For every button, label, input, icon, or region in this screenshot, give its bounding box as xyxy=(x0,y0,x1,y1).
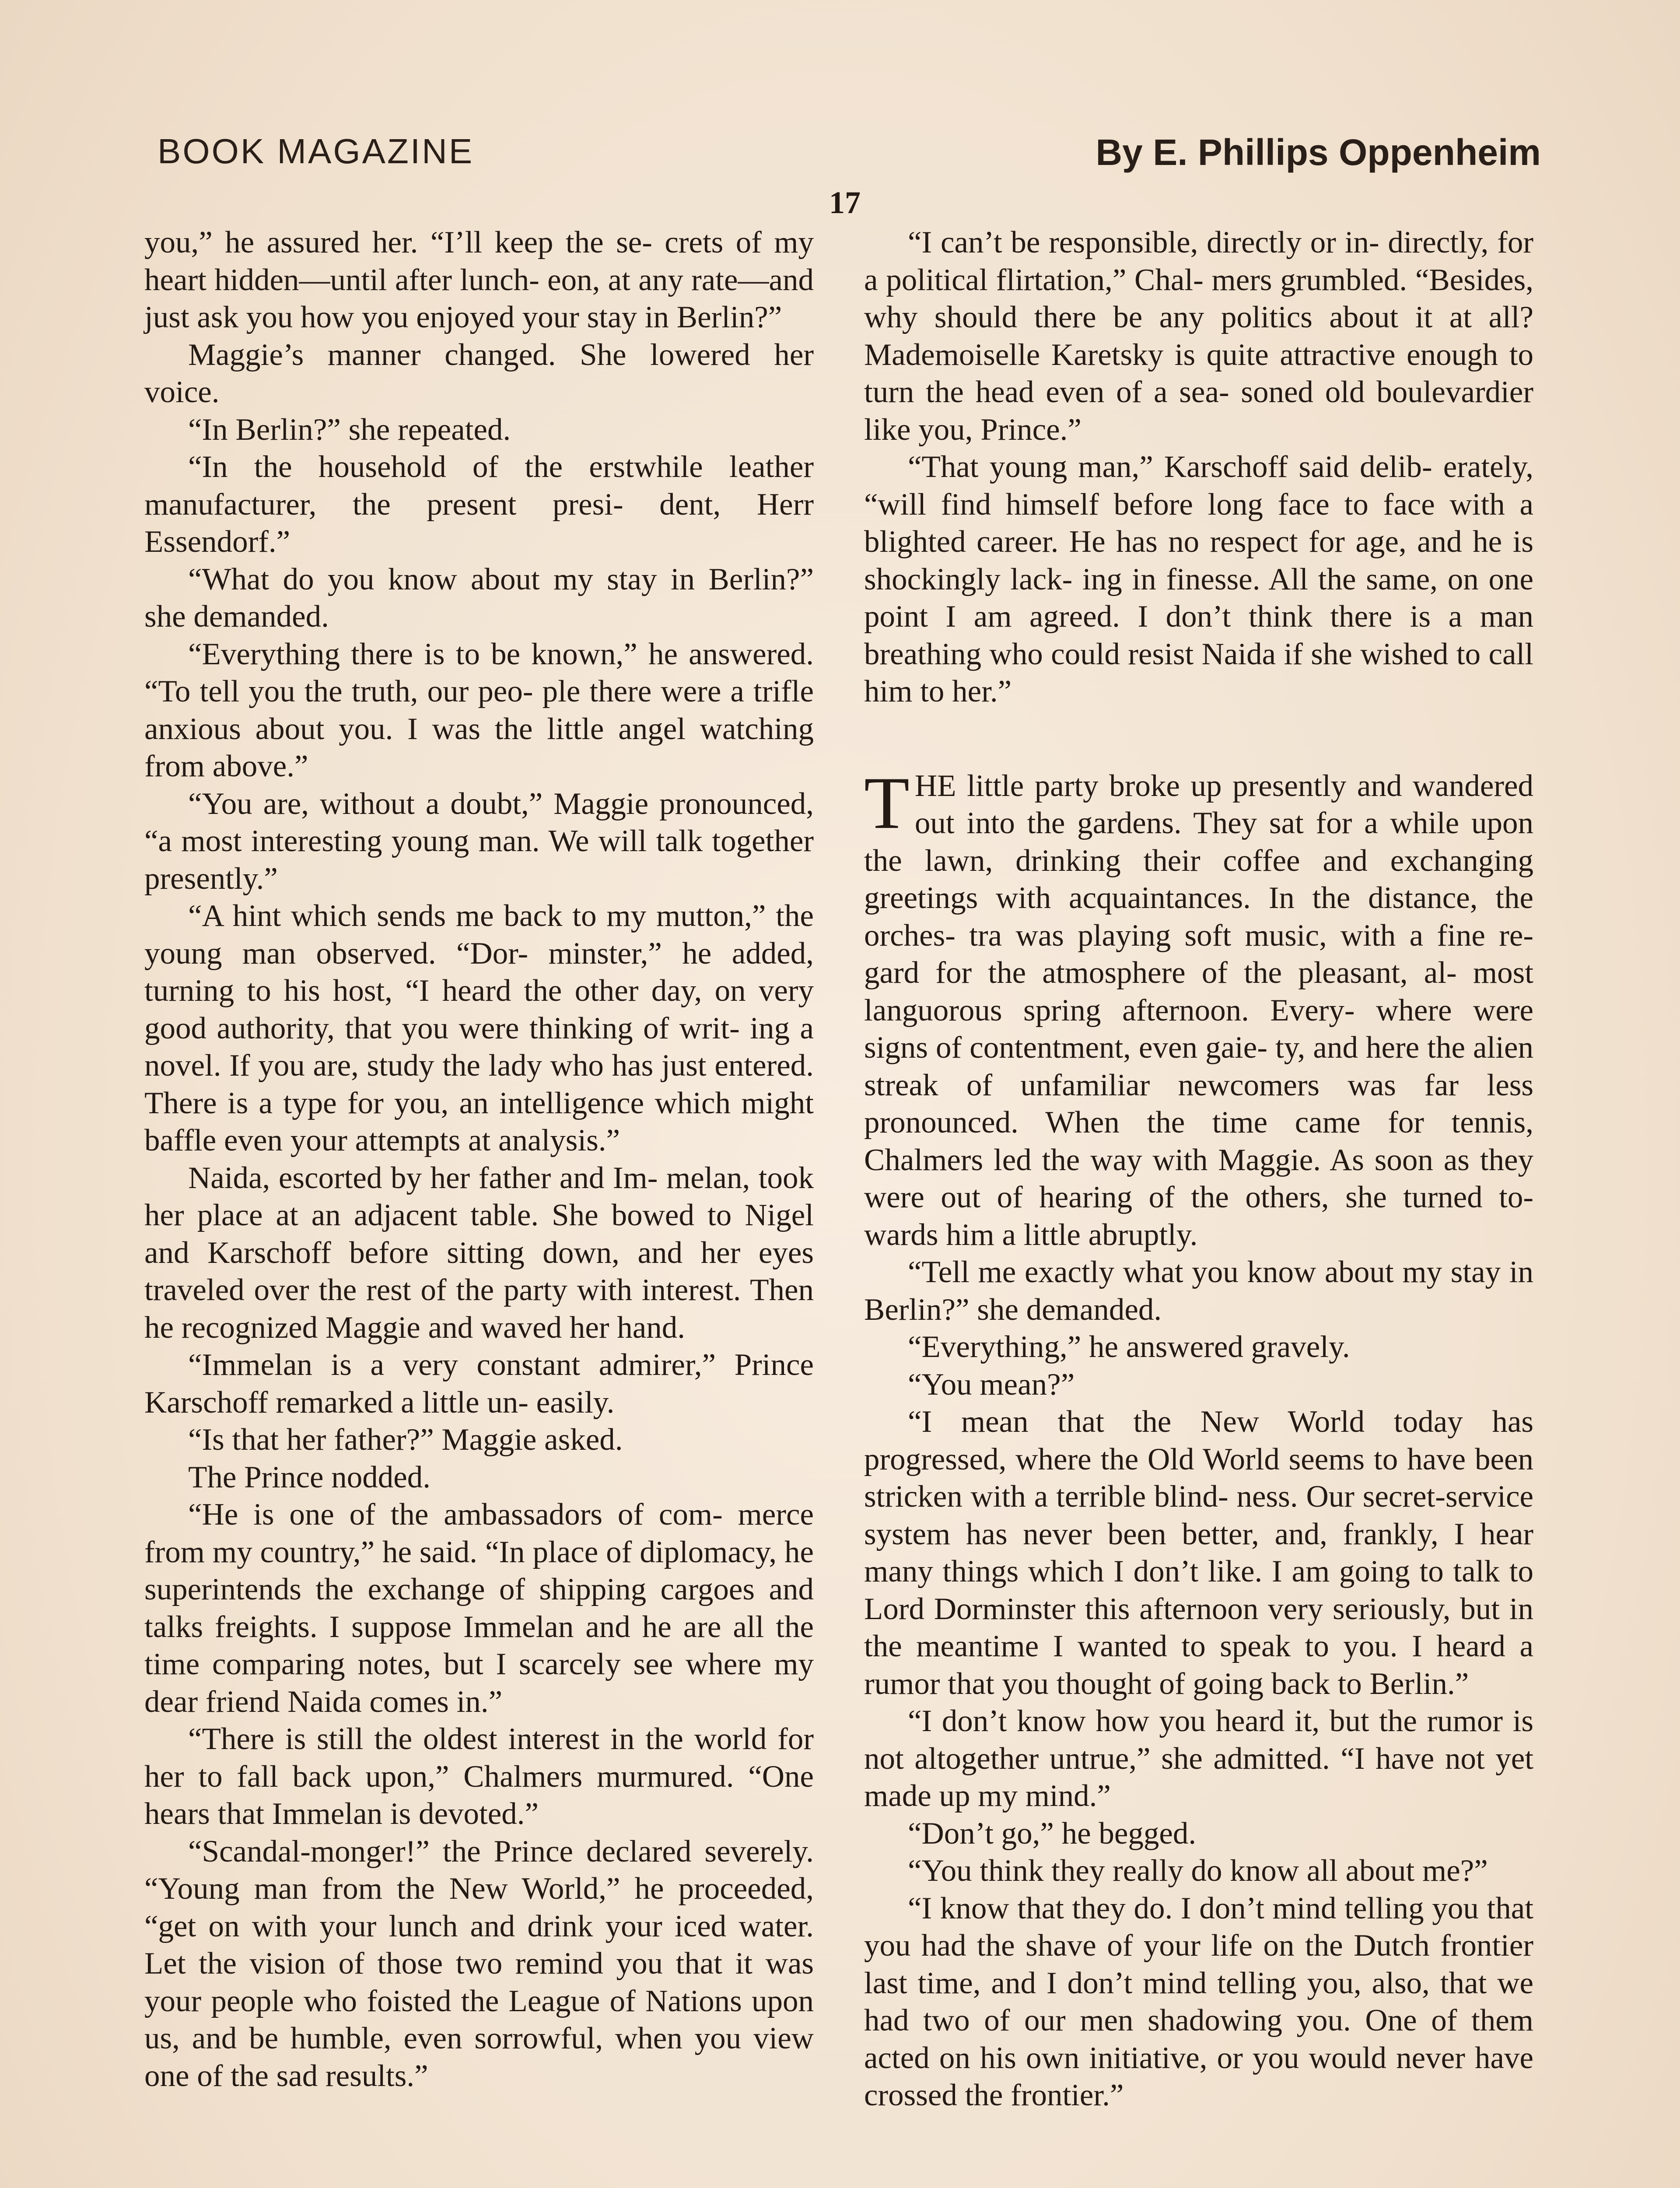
paragraph: “You mean?” xyxy=(908,1367,1075,1402)
paragraph: Maggie’s manner changed. She lowered her voice. xyxy=(144,337,814,409)
paragraph: “That young man,” Karschoff said delib- erately, “will find himself before long face to face with a blighted career. He has no respect for age, and he is shockingly lack- ing in finesse. All the same, on one point I am agreed. I don’t think there is a man breathing who could resist Naida if she wished to call him to her.” xyxy=(864,450,1533,708)
section-opening-paragraph xyxy=(864,761,1533,1254)
paragraph: “A hint which sends me back to my mutton,” the young man observed. “Dor- minster,” he added, turning to his host, “I heard the other day, on very good authority, that you were thinking of writ- ing a novel. If you are, study the lady who has just entered. There is a type for you, an intelligence which might baffle even your attempts at analysis.” xyxy=(144,899,814,1157)
left-column xyxy=(144,224,814,2095)
author-byline: By E. Phillips Oppenheim xyxy=(1096,132,1541,173)
paragraph: Naida, escorted by her father and Im- melan, took her place at an adjacent table. She bowed to Nigel and Karschoff before sitting down, and her eyes traveled over the rest of the party with interest. Then he recognized Maggie and waved her hand. xyxy=(144,1161,814,1345)
paragraph: “I can’t be responsible, directly or in- directly, for a political flirtation,” Chal- mers grumbled. “Besides, why should there be any politics about it at all? Mademoiselle Karetsky is quite attractive enough to turn the head even of a sea- soned old boulevardier like you, Prince.” xyxy=(864,225,1533,447)
paragraph: “I don’t know how you heard it, but the rumor is not altogether untrue,” she admitted. “I have not yet made up my mind.” xyxy=(864,1704,1533,1813)
paragraph: “What do you know about my stay in Berlin?” she demanded. xyxy=(144,562,814,634)
page-number: 17 xyxy=(829,185,861,220)
paragraph: “Is that her father?” Maggie asked. xyxy=(188,1423,623,1457)
paragraph: “In the household of the erstwhile leather manufacturer, the present presi- dent, Herr Essendorf.” xyxy=(144,450,814,559)
paragraph: “Scandal-monger!” the Prince declared severely. “Young man from the New World,” he proceeded, “get on with your lunch and drink your iced water. Let the vision of those two remind you that it was your people who foisted the League of Nations upon us, and be humble, even sorrowful, when you view one of the sad results.” xyxy=(144,1834,814,2093)
paragraph: “Tell me exactly what you know about my stay in Berlin?” she demanded. xyxy=(864,1255,1533,1327)
drop-cap: T xyxy=(864,761,910,844)
paragraph: “In Berlin?” she repeated. xyxy=(188,412,511,447)
paragraph: “I mean that the New World today has progressed, where the Old World seems to have been stricken with a terrible blind- ness. Our secret-service system has never been better, and, frankly, I hear many things which I don’t like. I am going to talk to Lord Dorminster this afternoon very seriously, but in the meantime I wanted to speak to you. I heard a rumor that you thought of going back to Berlin.” xyxy=(864,1405,1533,1701)
paragraph: “He is one of the ambassadors of com- merce from my country,” he said. “In place of diplomacy, he superintends the exchange of shipping cargoes and talks freights. I suppose Immelan and he are all the time comparing notes, but I scarcely see where my dear friend Naida comes in.” xyxy=(144,1497,814,1719)
paragraph: “I know that they do. I don’t mind telling you that you had the shave of your life on the Dutch frontier last time, and I don’t mind telling you, also, that we had two of our men shadowing you. One of them acted on his own initiative, or you would never have crossed the frontier.” xyxy=(864,1891,1533,2112)
magazine-title: BOOK MAGAZINE xyxy=(158,132,474,171)
right-column xyxy=(864,224,1533,2114)
section-text: HE little party broke up presently and wandered out into the gardens. They sat for a while upon the lawn, drinking their coffee and exchanging greetings with acquaintances. In the distance, the orches- tra was playing soft music, with a fine re- gard for the atmosphere of the pleasant, al- most languorous spring afternoon. Every- where were signs of contentment, even gaie- ty, and here the alien streak of unfamiliar newcomers was far less pronounced. When the time came for tennis, Chalmers led the way with Maggie. As soon as they were out of hearing of the others, she turned to- wards him a little abruptly. xyxy=(864,768,1533,1252)
paragraph: “There is still the oldest interest in the world for her to fall back upon,” Chalmers murmured. “One hears that Immelan is devoted.” xyxy=(144,1722,814,1831)
paragraph: “You are, without a doubt,” Maggie pronounced, “a most interesting young man. We will talk together presently.” xyxy=(144,786,814,896)
paragraph: “Don’t go,” he begged. xyxy=(908,1816,1197,1851)
paragraph: “You think they really do know all about me?” xyxy=(908,1854,1488,1888)
paragraph: “Everything there is to be known,” he answered. “To tell you the truth, our peo- ple there were a trifle anxious about you. I was the little angel watching from above.” xyxy=(144,637,814,783)
paragraph: “Everything,” he answered gravely. xyxy=(908,1330,1350,1364)
paragraph: “Immelan is a very constant admirer,” Prince Karschoff remarked a little un- easily. xyxy=(144,1348,814,1420)
paragraph: The Prince nodded. xyxy=(188,1460,431,1494)
paragraph: you,” he assured her. “I’ll keep the se- crets of my heart hidden—until after lunch- eon, at any rate—and just ask you how you enjoyed your stay in Berlin?” xyxy=(144,225,814,334)
